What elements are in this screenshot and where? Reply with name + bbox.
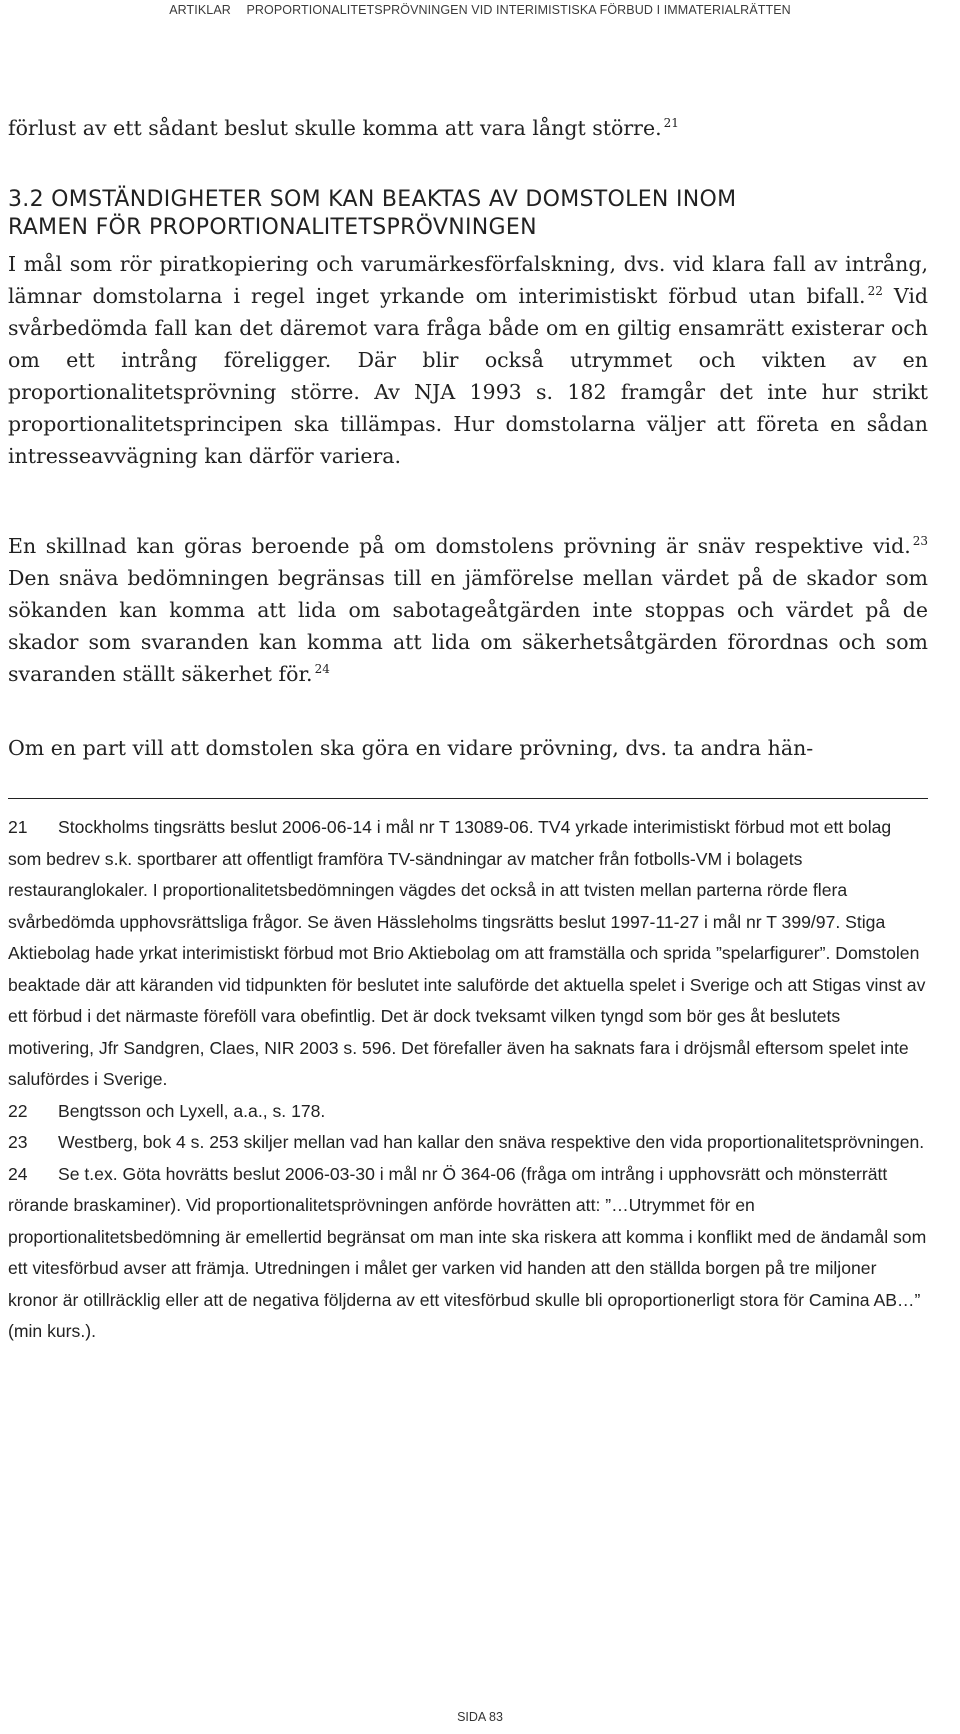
footnote-text: Bengtsson och Lyxell, a.a., s. 178. <box>58 1100 326 1121</box>
footnote-text: Westberg, bok 4 s. 253 skiljer mellan vad han kallar den snäva respektive den vida proportionalitetsprövningen. <box>58 1132 925 1152</box>
paragraph-1 <box>8 248 928 472</box>
footnote-21 <box>8 812 928 1096</box>
footnote-ref-23: 23 <box>912 534 928 548</box>
footnote-number: 22 <box>8 1100 28 1121</box>
footnote-divider <box>8 798 928 799</box>
footnote-text: Se t.ex. Göta hovrätts beslut 2006-03-30 i mål nr Ö 364-06 (fråga om intrång i upphovsrätt och mönsterrätt rörande braskaminer). Vid proportionalitetsprövningen anförde hovrätten att: ”…Utrymmet för en proportionalitetsbedömning är emellertid begränsat om man inte ska riskera att komma i konflikt med de ändamål som ett vitesförbud avser att främja. Utredningen i målet ger varken vid handen att den ställda borgen på tre miljoner kronor är otillräcklig eller att de negativa följderna av ett vitesförbud skulle bli oproportionerligt stora för Camina AB…” (min kurs.). <box>8 1163 927 1341</box>
footnote-ref-22: 22 <box>867 284 883 298</box>
running-header <box>0 3 960 17</box>
heading-line-2: RAMEN FÖR PROPORTIONALITETSPRÖVNINGEN <box>8 215 537 240</box>
intro-text: förlust av ett sådant beslut skulle komma att vara långt större. <box>8 116 662 140</box>
header-section: ARTIKLAR <box>169 3 231 17</box>
para2-text-a: En skillnad kan göras beroende på om domstolens prövning är snäv respektive vid. <box>8 534 911 558</box>
para2-text-b: Den snäva bedömningen begränsas till en jämförelse mellan värdet på de skador som sökanden kan komma att lida om sabotageåtgärden inte stoppas och värdet på de skador som svaranden kan komma att lida om säkerhetsåtgärden förordnas och som svaranden ställt säkerhet för. <box>8 566 928 686</box>
paragraph-2 <box>8 530 928 690</box>
intro-line <box>8 112 928 144</box>
footnotes <box>8 812 928 1348</box>
footnote-text: Stockholms tingsrätts beslut 2006-06-14 i mål nr T 13089-06. TV4 yrkade interimistiskt förbud mot ett bolag som bedrev s.k. sportbarer att offentligt framföra TV-sändningar av matcher från fotbolls-VM i bolagets restauranglokaler. I proportionalitetsbedömningen vägdes det också in att tvisten mellan parterna rörde flera svårbedömda upphovsrättsliga frågor. Se även Hässleholms tingsrätts beslut 1997-11-27 i mål nr T 399/97. Stiga Aktiebolag hade yrkat interimistiskt förbud mot Brio Aktiebolag om att framställa och sprida ”spelarfigurer”. Domstolen beaktade där att käranden vid tidpunkten för beslutet inte saluförde det aktuella spelet i Sverige och att Stigas vinst av ett förbud i det närmaste föreföll vara obefintlig. Det är dock tveksamt vilken tyngd som bör ges åt beslutets motivering, Jfr Sandgren, Claes, NIR 2003 s. 596. Det förefaller även ha saknats fara i dröjsmål eftersom spelet inte salufördes i Sverige. <box>8 817 926 1089</box>
heading-line-1: 3.2 OMSTÄNDIGHETER SOM KAN BEAKTAS AV DOMSTOLEN INOM <box>8 187 737 212</box>
footnote-ref-24: 24 <box>314 662 330 676</box>
header-title: PROPORTIONALITETSPRÖVNINGEN VID INTERIMISTISKA FÖRBUD I IMMATERIALRÄTTEN <box>246 3 791 17</box>
footnote-ref-21: 21 <box>663 116 679 130</box>
footnote-23 <box>8 1127 928 1159</box>
footnote-number: 24 <box>8 1163 28 1184</box>
para1-text-b: Vid svårbedömda fall kan det däremot vara fråga både om en giltig ensamrätt existerar och om ett intrång föreligger. Där blir också utrymmet och vikten av en proportionalitetsprövning större. Av NJA 1993 s. 182 framgår det inte hur strikt proportionalitetsprincipen ska tillämpas. Hur domstolarna väljer att företa en sådan intresseavvägning kan därför variera. <box>8 284 928 468</box>
footnote-number: 23 <box>8 1132 28 1152</box>
paragraph-3 <box>8 732 928 764</box>
footnote-24 <box>8 1159 928 1348</box>
para3-text: Om en part vill att domstolen ska göra en vidare prövning, dvs. ta andra hän- <box>8 736 814 760</box>
footnote-number: 21 <box>8 817 28 837</box>
footnote-22 <box>8 1096 928 1128</box>
page-number: SIDA 83 <box>457 1710 503 1724</box>
para1-text-a: I mål som rör piratkopiering och varumärkesförfalskning, dvs. vid klara fall av intrång, lämnar domstolarna i regel inget yrkande om interimistiskt förbud utan bifall. <box>8 252 928 308</box>
